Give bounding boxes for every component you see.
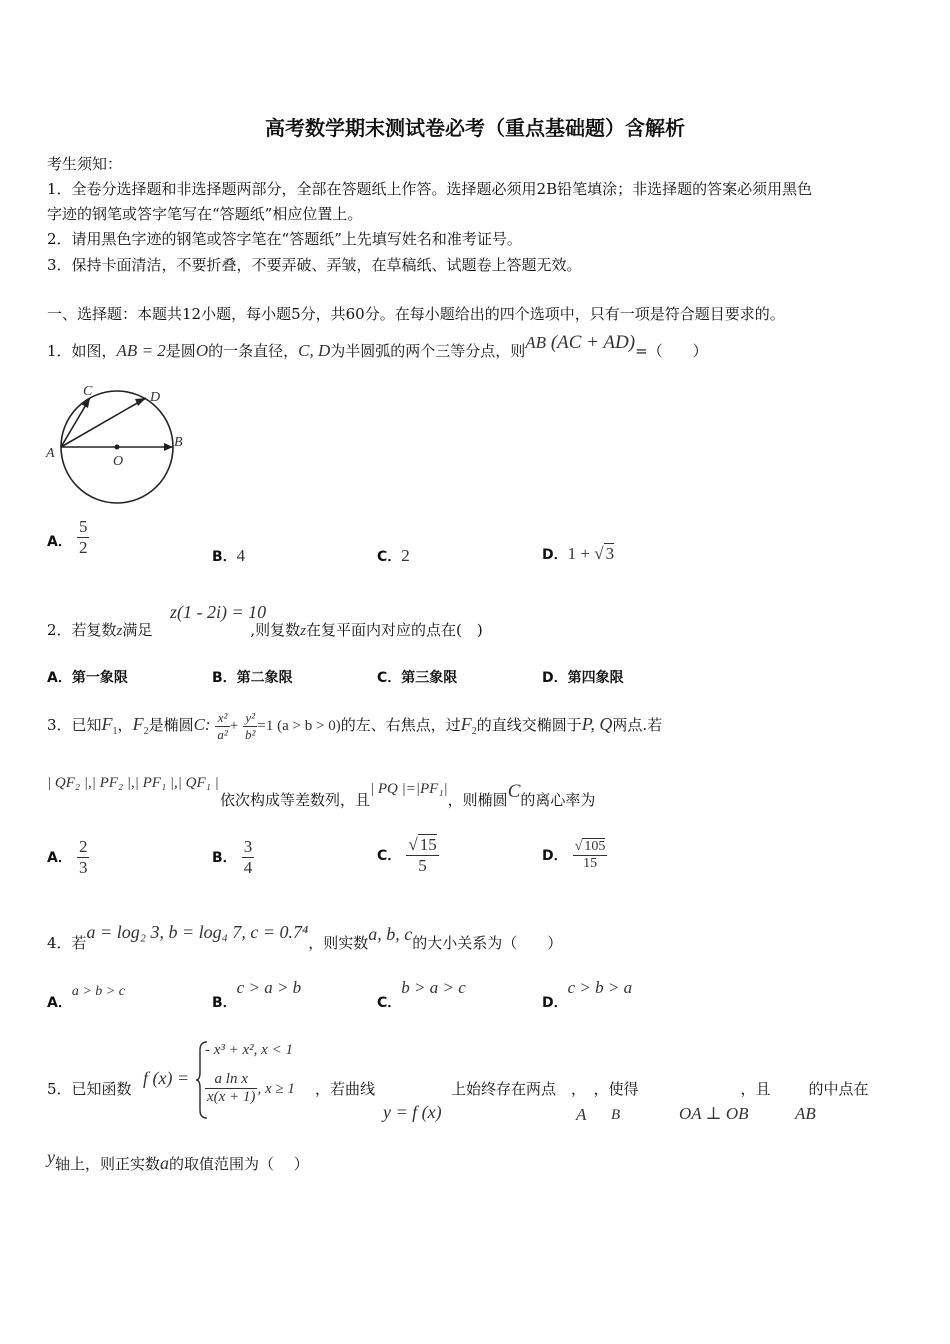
q2-equation: z(1 - 2i) = 10 <box>170 602 267 622</box>
notice-line-2: 2．请用黑色字迹的钢笔或答字笔在“答题纸”上先填写姓名和准考证号。 <box>47 230 522 248</box>
q3-option-d[interactable]: D． $\frac{√ 105}{15}$ <box>542 839 606 871</box>
q1-option-b[interactable]: B．4 <box>212 546 246 565</box>
q3-distance-sequence: | QF₂ |,| PF₂ |,| PF₁ |,| QF₁ | <box>47 775 219 791</box>
figure-label-d: D <box>150 390 161 405</box>
question-2: 2．若复数z满足 ,则复数z在复平面内对应的点在( ) <box>47 621 483 639</box>
q5-case-1: - x³ + x², x < 1 <box>205 1042 293 1058</box>
q3-option-c[interactable]: C． $\frac{√ 15}{5}$ <box>377 835 437 875</box>
question-4: 4．若a = log₂ 3, b = log₄ 7, c = 0.7⁴，则实数a, b, c的大小关系为（ ） <box>47 922 563 952</box>
q5-case-2: $\frac{\text{a ln x}}{x(x + 1)}$ , x ≥ 1 <box>207 1071 295 1105</box>
notice-line-1a: 1．全卷分选择题和非选择题两部分，全部在答题纸上作答。选择题必须用2B铅笔填涂；非选择题的答案必须用黑色 <box>47 180 813 198</box>
q1-vector-sum: (AC + AD) <box>550 332 636 353</box>
q1-ab-equals: AB = 2 <box>116 341 166 360</box>
q1-option-d[interactable]: D．1 + √ 3 <box>542 544 615 563</box>
q5-point-b: B <box>611 1107 621 1123</box>
figure-label-c: C <box>83 384 93 399</box>
notice-line-3: 3．保持卡面清洁，不要折叠，不要弄破、弄皱，在草稿纸、试题卷上答题无效。 <box>47 256 582 274</box>
q2-option-a[interactable]: A．第一象限 <box>47 670 128 686</box>
q4-definitions: a = log₂ 3, b = log₄ 7, c = 0.7⁴ <box>86 922 309 942</box>
q4-option-c[interactable]: C．b > a > c <box>377 978 466 1011</box>
q1-option-a[interactable]: A． $\frac{5}{2}$ <box>47 517 88 557</box>
q1-option-c[interactable]: C．2 <box>377 546 410 565</box>
q4-option-d[interactable]: D．c > b > a <box>542 978 633 1011</box>
q5-segment-ab: AB <box>795 1104 816 1123</box>
question-3: 3．已知$F_1$，$F_2$是椭圆C: $\frac{\text{x²}}{\text{a²}}$ + $\frac{\text{y²}}{\text{b²}}$ =1 (a > b > 0)的左、右焦点，过$F_2$的直线交椭圆于P, Q两点.若 <box>47 709 663 742</box>
q5-line-2: y轴上，则正实数a的取值范围为（ ） <box>47 1147 309 1173</box>
figure-label-a: A <box>46 446 55 461</box>
section-heading: 一、选择题：本题共12小题，每小题5分，共60分。在每小题给出的四个选项中，只有一项是符合题目要求的。 <box>47 305 785 323</box>
q3-x-fraction: $\frac{\text{x²}}{\text{a²}}$ <box>217 709 228 742</box>
q2-option-b[interactable]: B．第二象限 <box>212 670 293 686</box>
figure-label-o: O <box>113 454 124 469</box>
q5-point-a: A <box>576 1105 587 1124</box>
page-title: 高考数学期末测试卷必考（重点基础题）含解析 <box>265 116 685 140</box>
figure-label-b: B <box>174 435 183 450</box>
q5-intro: 5．已知函数 <box>47 1080 132 1098</box>
notice-line-1b: 字迹的钢笔或答字笔写在“答题纸”相应位置上。 <box>47 205 363 223</box>
q3-line-2: 依次构成等差数列，且| PQ |=|PF₁|，则椭圆C的离心率为 <box>220 781 596 809</box>
q2-option-c[interactable]: C．第三象限 <box>377 670 458 686</box>
question-1: 1．如图，AB = 2是圆O的一条直径，C, D为半圆弧的两个三等分点，则AB (AC + AD)=（ ） <box>47 332 708 360</box>
q3-option-b[interactable]: B． $\frac{3}{4}$ <box>212 837 253 877</box>
q3-y-fraction: $\frac{\text{y²}}{\text{b²}}$ <box>245 709 256 742</box>
q1-circle-figure <box>40 375 200 515</box>
q3-condition: | PQ |=|PF₁| <box>370 781 448 797</box>
q4-option-a[interactable]: A．a > b > c <box>47 984 125 1011</box>
q5-function-name: f (x) = <box>143 1068 190 1088</box>
q4-option-b[interactable]: B．c > a > b <box>212 978 302 1011</box>
q5-text: ，若曲线 上始终存在两点 ， ，使得 ，且 的中点在 <box>315 1080 869 1098</box>
notice-heading: 考生须知： <box>47 155 123 173</box>
q3-option-a[interactable]: A． $\frac{2}{3}$ <box>47 837 88 877</box>
q2-option-d[interactable]: D．第四象限 <box>542 670 624 686</box>
q5-perpendicular: OA ⊥ OB <box>679 1104 749 1123</box>
q5-curve: y = f (x) <box>383 1102 442 1122</box>
